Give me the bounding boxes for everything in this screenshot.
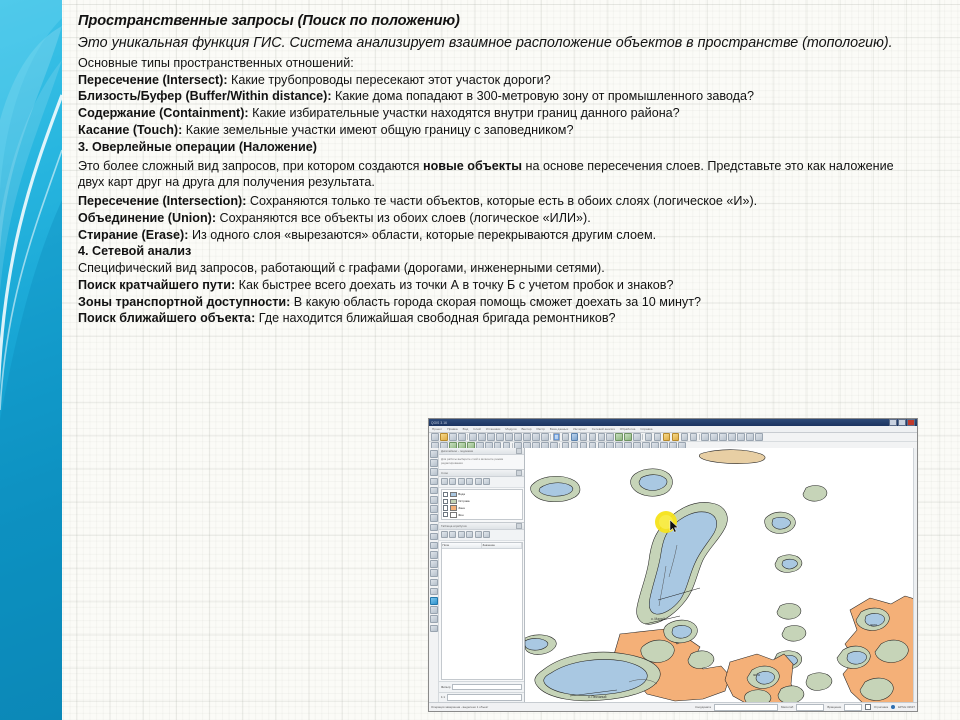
island-cluster-upper-mid — [631, 469, 673, 496]
measure-line-icon[interactable] — [589, 433, 597, 441]
attribute-filter-label: Фильтр — [441, 684, 451, 689]
screenshot-bottom-edge — [429, 711, 917, 712]
map-label-island-sandy: о. Песчаный — [588, 695, 607, 699]
intro-paragraph: Это уникальная функция ГИС. Система анализирует взаимное расположение объектов в пространстве (топологию). — [78, 34, 893, 51]
map-label-zone: зона — [753, 673, 760, 677]
layer-visibility-checkbox-background[interactable] — [443, 512, 448, 517]
status-coordinate-label: Координата — [695, 705, 711, 709]
attribute-scale-footer — [439, 692, 524, 702]
deselect-icon[interactable] — [562, 433, 570, 441]
line-erase-text: Из одного слоя «вырезаются» области, которые перекрываются другим слоем. — [188, 227, 657, 242]
status-rotation-label: Вращение — [827, 705, 842, 709]
line-intersection-text: Сохраняются только те части объектов, которые есть в обоих слоях (логическое «И»). — [246, 193, 758, 208]
attr-zoom-to-selection-icon[interactable] — [483, 531, 490, 538]
embedded-gis-screenshot — [428, 418, 918, 712]
rotate-label-icon[interactable] — [430, 615, 438, 623]
decorative-side-band — [0, 0, 62, 720]
open-layer-styling-icon[interactable] — [441, 478, 448, 485]
panel-attribute-table-header — [439, 523, 524, 530]
decorative-swoosh-icon — [0, 0, 62, 720]
status-rotation-field[interactable] — [844, 704, 862, 711]
line-intersect — [78, 74, 940, 87]
digitize-rectangle-icon[interactable] — [430, 505, 438, 513]
minimize-icon[interactable] — [889, 419, 897, 426]
heading-network-analysis: 4. Сетевой анализ — [78, 244, 192, 259]
line-network-description: Специфический вид запросов, работающий с графами (дорогами, инженерными сетями). — [78, 261, 605, 276]
slide-text-body — [78, 8, 940, 329]
line-shortest-path-text: Как быстрее всего доехать из точки А в точку Б с учетом пробок и знаков? — [235, 277, 674, 292]
pan-map-icon[interactable] — [469, 433, 477, 441]
attr-select-expression-icon[interactable] — [475, 531, 482, 538]
python-console-icon[interactable] — [690, 433, 698, 441]
menu-item-web[interactable]: Интернет — [573, 427, 587, 431]
zoom-in-icon[interactable] — [478, 433, 486, 441]
attribute-filter-input[interactable] — [452, 684, 522, 691]
layer-name-water: Вода — [458, 492, 465, 497]
menu-item-database[interactable]: База данных — [549, 427, 569, 431]
layers-panel-toolbar[interactable] — [439, 477, 524, 488]
add-raster-layer-icon[interactable] — [624, 433, 632, 441]
add-vector-layer-icon[interactable] — [615, 433, 623, 441]
change-label-icon[interactable] — [430, 625, 438, 633]
line-intersection-term: Пересечение (Intersection): — [78, 193, 247, 208]
attribute-column-value: Значение — [482, 543, 522, 548]
line-accessibility — [78, 296, 940, 309]
line-intersect-text: Какие трубопроводы пересекают этот участок дороги? — [227, 72, 551, 87]
measure-area-icon[interactable] — [598, 433, 606, 441]
collapse-all-icon[interactable] — [475, 478, 482, 485]
panel-layers-close-icon[interactable] — [516, 470, 522, 476]
zoom-selection-icon[interactable] — [505, 433, 513, 441]
measure-angle-icon[interactable] — [430, 551, 438, 559]
panel-digitizing-tips-header — [439, 448, 524, 455]
layer-list[interactable] — [441, 489, 523, 520]
panel-layers-title: Слои — [441, 471, 449, 475]
identify-features-icon[interactable] — [571, 433, 579, 441]
menu-item-help[interactable]: Справка — [640, 427, 653, 431]
menu-item-raster[interactable]: Растр — [536, 427, 545, 431]
line-union — [78, 212, 940, 225]
attr-field-calculator-icon[interactable] — [466, 531, 473, 538]
panel-attribute-table-title: Таблица атрибутов — [441, 523, 467, 528]
close-icon[interactable] — [907, 419, 915, 426]
refresh-map-icon[interactable] — [541, 433, 549, 441]
line-buffer-text: Какие дома попадают в 300-метровую зону от промышленного завода? — [331, 89, 754, 104]
html-annotation-icon[interactable] — [430, 579, 438, 587]
split-features-icon[interactable] — [746, 433, 754, 441]
toolbar-separator-3 — [642, 434, 643, 440]
digitize-vertex-icon[interactable] — [430, 459, 438, 467]
heading-overlay-operations: 3. Оверлейные операции (Наложение) — [78, 139, 317, 154]
new-bookmark-icon[interactable] — [645, 433, 653, 441]
layer-visibility-checkbox-islands[interactable] — [443, 499, 448, 504]
zoom-out-icon[interactable] — [487, 433, 495, 441]
line-accessibility-text: В какую область города скорая помощь сможет доехать за 10 минут? — [290, 294, 701, 309]
gis-docked-panels — [439, 448, 525, 703]
maximize-icon[interactable] — [898, 419, 906, 426]
menu-item-processing[interactable]: Обработка — [619, 427, 636, 431]
attr-new-field-icon[interactable] — [449, 531, 456, 538]
overlay-desc-part3: как наложение двух карт друг на друга для получения результата. — [78, 158, 894, 190]
layer-name-islands: Острова — [458, 499, 470, 504]
gis-titlebar — [429, 419, 917, 426]
filter-legend-icon[interactable] — [458, 478, 465, 485]
digitizing-tip-text: Для работы выберите слой и включите режим редактирования — [441, 457, 504, 466]
line-intersection — [78, 195, 940, 208]
map-label-zone-2: зона — [870, 623, 877, 627]
merge-features-icon[interactable] — [755, 433, 763, 441]
line-types-header: Основные типы пространственных отношений: — [78, 55, 354, 70]
statistics-icon[interactable] — [606, 433, 614, 441]
line-union-term: Объединение (Union): — [78, 210, 217, 225]
digitize-trace-icon[interactable] — [430, 487, 438, 495]
panel-attributes-close-icon[interactable] — [516, 523, 522, 529]
window-controls[interactable] — [889, 419, 915, 426]
layer-row-background[interactable] — [443, 512, 520, 517]
line-erase — [78, 229, 940, 242]
active-tool-icon[interactable] — [430, 597, 438, 605]
toolbar-separator — [467, 434, 468, 440]
trim-extend-icon[interactable] — [728, 433, 736, 441]
move-label-icon[interactable] — [430, 606, 438, 614]
gis-window-title: QGIS 3.16 — [431, 420, 447, 425]
attribute-table-footer — [439, 681, 524, 691]
line-containment-text: Какие избирательные участки находятся внутри границ данного района? — [248, 106, 680, 121]
overlay-desc-part2: на основе пересечения слоев. Представьте это — [522, 158, 804, 173]
select-features-icon[interactable] — [553, 433, 561, 441]
panel-close-icon[interactable] — [516, 448, 522, 454]
status-crs-label[interactable]: EPSG:32637 — [898, 705, 915, 709]
add-group-icon[interactable] — [449, 478, 456, 485]
layer-visibility-checkbox-water[interactable] — [443, 492, 448, 497]
gis-toolbar-primary[interactable] — [429, 433, 917, 442]
map-label-island-small: о. Малый — [651, 617, 665, 621]
digitize-snap-icon[interactable] — [430, 478, 438, 486]
menu-item-plugins[interactable]: Модули — [505, 427, 517, 431]
layer-swatch-zone — [450, 505, 457, 510]
line-accessibility-term: Зоны транспортной доступности: — [78, 294, 291, 309]
reshape-icon[interactable] — [737, 433, 745, 441]
line-buffer-term: Близость/Буфер (Buffer/Within distance): — [78, 89, 332, 104]
annotation-icon[interactable] — [430, 560, 438, 568]
line-shortest-path-term: Поиск кратчайшего пути: — [78, 277, 236, 292]
line-containment — [78, 107, 940, 120]
status-render-checkbox[interactable] — [865, 704, 871, 710]
menu-item-layer[interactable]: Слой — [473, 427, 481, 431]
menu-item-network-analysis[interactable]: Сетевой анализ — [591, 427, 615, 431]
expand-all-icon[interactable] — [466, 478, 473, 485]
zoom-last-icon[interactable] — [523, 433, 531, 441]
gis-menubar[interactable] — [429, 426, 917, 433]
status-scale-field[interactable] — [796, 704, 824, 711]
save-project-icon[interactable] — [449, 433, 457, 441]
digitize-node-icon[interactable] — [430, 468, 438, 476]
status-message: Операция завершена - выделено 1 объект — [431, 705, 489, 709]
menu-item-view[interactable]: Вид — [462, 427, 469, 431]
line-erase-term: Стирание (Erase): — [78, 227, 189, 242]
gis-body — [429, 448, 917, 703]
style-manager-icon[interactable] — [672, 433, 680, 441]
line-union-text: Сохраняются все объекты из обоих слоев (логическое «ИЛИ»). — [216, 210, 591, 225]
line-touch — [78, 124, 940, 137]
island-cluster-upper-left — [531, 476, 580, 502]
digitize-stream-icon[interactable] — [430, 542, 438, 550]
overlay-description — [78, 158, 918, 191]
open-attribute-table-icon[interactable] — [580, 433, 588, 441]
menu-item-edit[interactable]: Правка — [447, 427, 458, 431]
map-rendering — [525, 448, 917, 703]
layer-swatch-background — [450, 512, 457, 517]
menu-item-project[interactable]: Проект — [432, 427, 443, 431]
processing-toolbox-icon[interactable] — [681, 433, 689, 441]
add-delimited-text-icon[interactable] — [633, 433, 641, 441]
remove-layer-icon[interactable] — [483, 478, 490, 485]
layer-name-background: Фон — [458, 512, 464, 517]
topology-check-icon[interactable] — [710, 433, 718, 441]
gis-left-toolbar[interactable] — [429, 448, 439, 703]
panel-attribute-table — [439, 523, 524, 703]
page-title: Пространственные запросы (Поиск по положению) — [78, 13, 460, 29]
layer-row-zone[interactable] — [443, 505, 520, 510]
status-coordinate-value-field[interactable] — [714, 704, 778, 711]
form-annotation-icon[interactable] — [430, 588, 438, 596]
line-intersect-term: Пересечение (Intersect): — [78, 72, 228, 87]
attribute-table[interactable] — [441, 542, 523, 680]
line-shortest-path — [78, 279, 940, 292]
gis-statusbar — [429, 702, 917, 711]
overlay-desc-part1: Это более сложный вид запросов, при котором создаются — [78, 158, 423, 173]
line-containment-term: Содержание (Containment): — [78, 106, 249, 121]
digitize-ellipse-icon[interactable] — [430, 514, 438, 522]
digitize-circle-icon[interactable] — [430, 496, 438, 504]
panel-digitizing-tips-title: Дигитайзинг - подсказки — [441, 449, 474, 453]
crs-globe-icon[interactable] — [891, 705, 895, 709]
layer-swatch-islands — [450, 499, 457, 504]
layer-row-islands[interactable] — [443, 499, 520, 504]
digitize-curve-icon[interactable] — [430, 533, 438, 541]
layer-visibility-checkbox-zone[interactable] — [443, 505, 448, 510]
panel-layers — [439, 470, 524, 523]
panel-layers-header — [439, 470, 524, 477]
new-project-icon[interactable] — [431, 433, 439, 441]
menu-item-vector[interactable]: Вектор — [521, 427, 532, 431]
line-nearest-object — [78, 312, 940, 325]
digitize-regular-polygon-icon[interactable] — [430, 524, 438, 532]
label-toggle-icon[interactable] — [663, 433, 671, 441]
attribute-scale-label: 1:1 — [441, 695, 445, 700]
layer-row-water[interactable] — [443, 492, 520, 497]
snapping-options-icon[interactable] — [701, 433, 709, 441]
map-canvas[interactable] — [525, 448, 917, 703]
digitize-pointer-icon[interactable] — [430, 450, 438, 458]
panel-digitizing-tips — [439, 448, 524, 470]
toolbar-separator-4 — [699, 434, 700, 440]
zoom-next-icon[interactable] — [532, 433, 540, 441]
line-nearest-object-text: Где находится ближайшая свободная бригада ремонтников? — [255, 311, 616, 326]
line-touch-term: Касание (Touch): — [78, 123, 183, 138]
show-bookmarks-icon[interactable] — [654, 433, 662, 441]
attr-delete-field-icon[interactable] — [458, 531, 465, 538]
line-touch-text: Какие земельные участки имеют общую границу с заповедником? — [182, 123, 574, 138]
attribute-table-toolbar[interactable] — [439, 530, 524, 541]
status-scale-label: Масштаб — [780, 705, 794, 709]
attr-toggle-edit-icon[interactable] — [441, 531, 448, 538]
attribute-column-field: Поле — [442, 543, 482, 548]
status-render-label: Отрисовка — [873, 705, 889, 709]
print-layout-icon[interactable] — [458, 433, 466, 441]
line-nearest-object-term: Поиск ближайшего объекта: — [78, 311, 256, 326]
attribute-table-header-row — [442, 543, 522, 549]
zoom-layer-icon[interactable] — [514, 433, 522, 441]
layer-swatch-water — [450, 492, 457, 497]
open-project-icon[interactable] — [440, 433, 448, 441]
vertex-tool-icon[interactable] — [719, 433, 727, 441]
panel-digitizing-tips-body — [439, 455, 524, 469]
overlay-desc-emphasis: новые объекты — [423, 158, 523, 173]
line-buffer — [78, 90, 940, 103]
menu-item-settings[interactable]: Установки — [485, 427, 501, 431]
layer-name-zone: Зона — [458, 506, 465, 511]
text-annotation-icon[interactable] — [430, 569, 438, 577]
attribute-scale-input[interactable] — [447, 694, 522, 701]
zoom-full-icon[interactable] — [496, 433, 504, 441]
map-vertical-scrollbar[interactable] — [913, 448, 918, 703]
toolbar-separator-2 — [550, 434, 551, 440]
